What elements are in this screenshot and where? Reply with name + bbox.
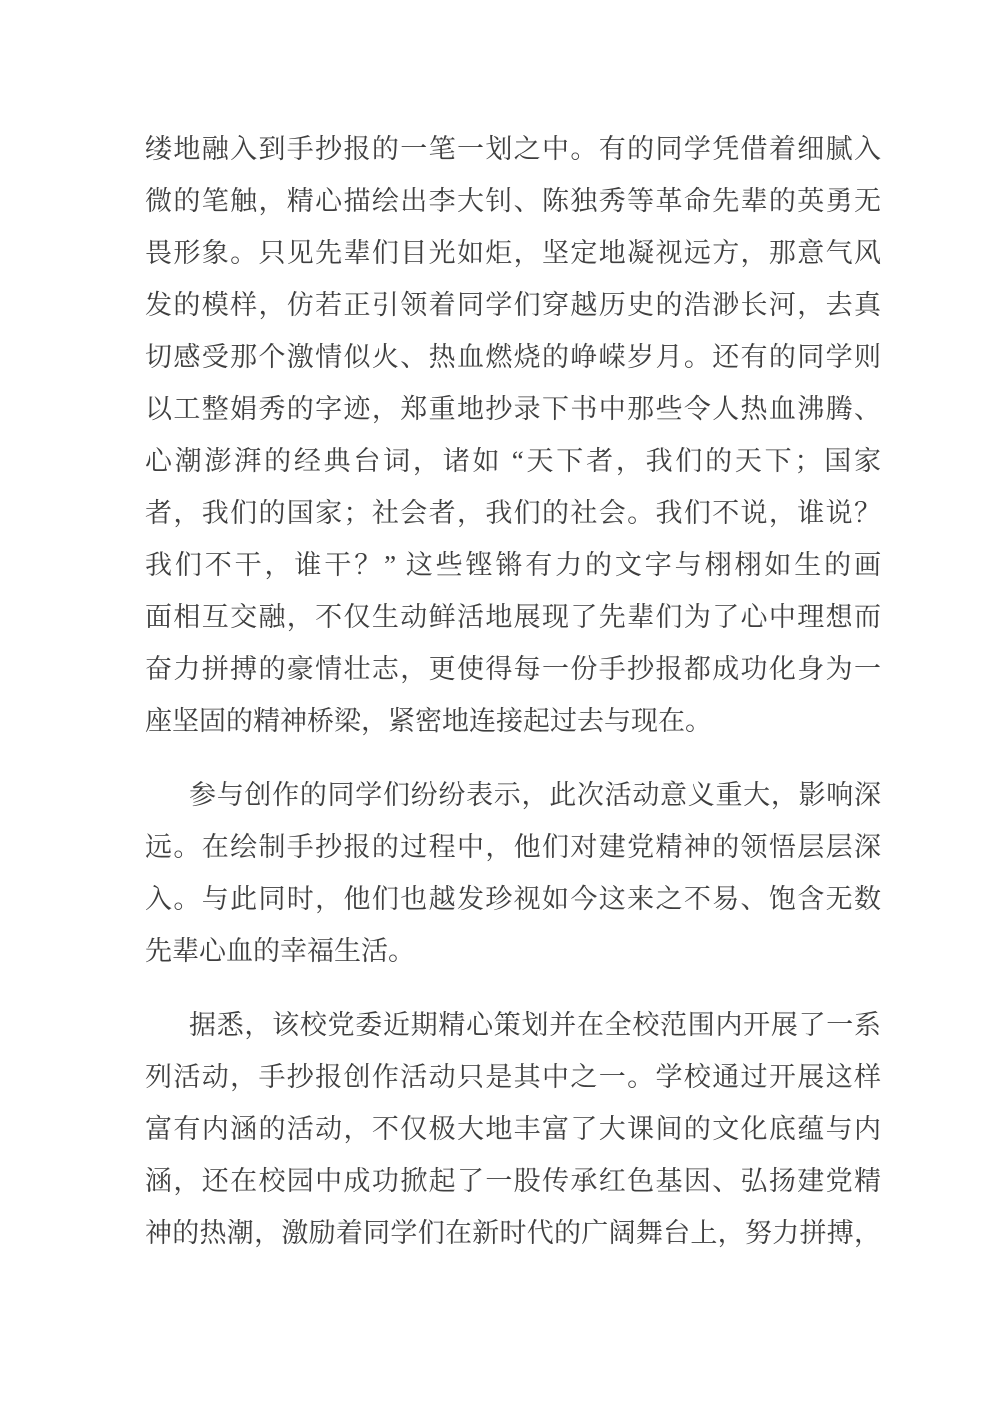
text-line: 入。与此同时，他们也越发珍视如今这来之不易、饱含无数 <box>145 884 881 914</box>
text-line: 富有内涵的活动，不仅极大地丰富了大课间的文化底蕴与内 <box>145 1114 881 1144</box>
text-line: 以工整娟秀的字迹，郑重地抄录下书中那些令人热血沸腾、 <box>145 394 881 424</box>
text-line: 发的模样，仿若正引领着同学们穿越历史的浩渺长河，去真 <box>145 290 881 320</box>
text-line: 先辈心血的幸福生活。 <box>145 936 415 966</box>
text-line: 切感受那个激情似火、热血燃烧的峥嵘岁月。还有的同学则 <box>145 342 881 372</box>
text-line: 者，我们的国家；社会者，我们的社会。我们不说，谁说？ <box>145 498 881 528</box>
text-line: 远。在绘制手抄报的过程中，他们对建党精神的领悟层层深 <box>145 832 881 862</box>
paragraph-3 <box>145 999 881 1259</box>
text-line: 畏形象。只见先辈们目光如炬，坚定地凝视远方，那意气风 <box>145 238 881 268</box>
text-line: 心潮澎湃的经典台词，诸如 “天下者，我们的天下；国家 <box>145 446 881 476</box>
text-line: 据悉，该校党委近期精心策划并在全校范围内开展了一系 <box>189 1010 881 1040</box>
text-line: 参与创作的同学们纷纷表示，此次活动意义重大，影响深 <box>189 780 881 810</box>
text-line: 座坚固的精神桥梁，紧密地连接起过去与现在。 <box>145 706 712 736</box>
text-line: 涵，还在校园中成功掀起了一股传承红色基因、弘扬建党精 <box>145 1166 881 1196</box>
text-line: 奋力拼搏的豪情壮志，更使得每一份手抄报都成功化身为一 <box>145 654 881 684</box>
paragraph-2 <box>145 769 881 977</box>
text-line: 神的热潮，激励着同学们在新时代的广阔舞台上，努力拼搏， <box>145 1218 881 1248</box>
text-line: 微的笔触，精心描绘出李大钊、陈独秀等革命先辈的英勇无 <box>145 186 881 216</box>
text-line: 列活动，手抄报创作活动只是其中之一。学校通过开展这样 <box>145 1062 881 1092</box>
text-line: 面相互交融，不仅生动鲜活地展现了先辈们为了心中理想而 <box>145 602 881 632</box>
text-line: 我们不干，谁干？” 这些铿锵有力的文字与栩栩如生的画 <box>145 550 881 580</box>
document-text-block <box>145 123 881 1281</box>
paragraph-1 <box>145 123 881 747</box>
text-line: 缕地融入到手抄报的一笔一划之中。有的同学凭借着细腻入 <box>145 134 881 164</box>
